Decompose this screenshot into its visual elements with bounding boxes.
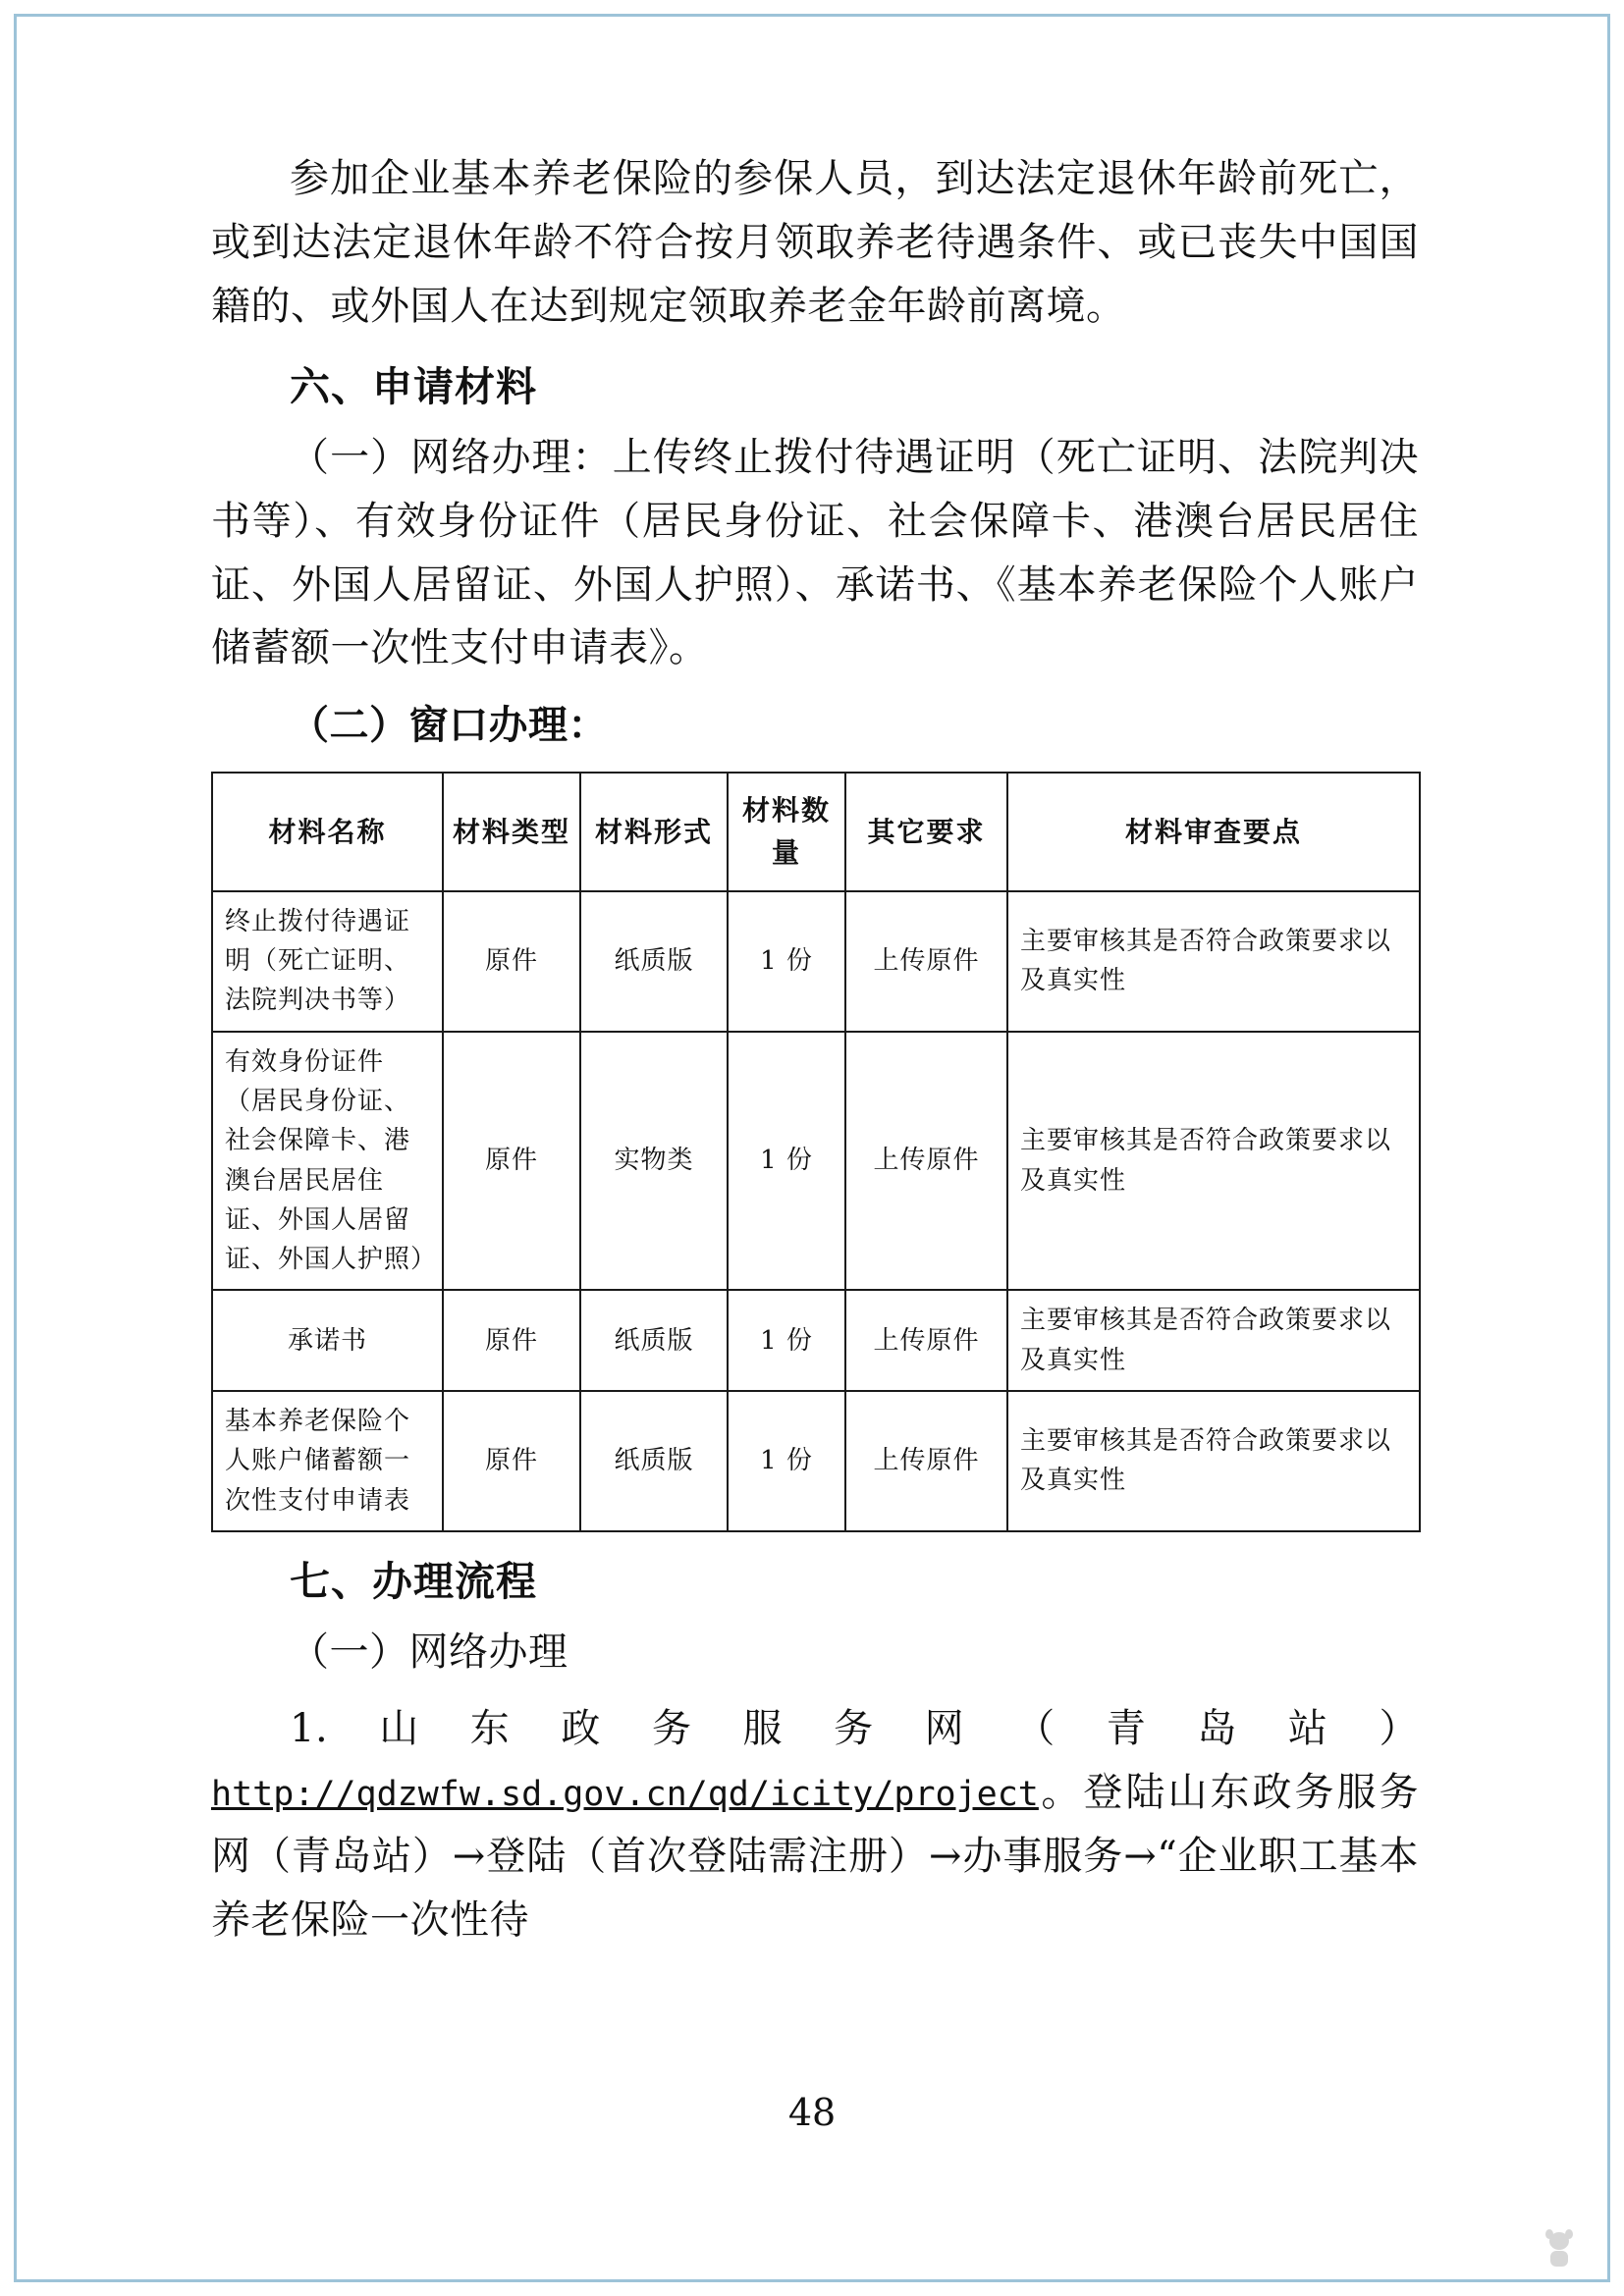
cell-material-form: 纸质版 <box>580 1290 728 1391</box>
table-row <box>212 1032 1420 1291</box>
table-header-row <box>212 773 1420 891</box>
window-handling-label: （二）窗口办理： <box>290 702 608 749</box>
online-handling-paragraph: （一）网络办理：上传终止拨付待遇证明（死亡证明、法院判决书等）、有效身份证件（居民身份证、社会保障卡、港澳台居民居住证、外国人居留证、外国人护照）、承诺书、《基本养老保险个人账户储蓄额一次性支付申请表》。 <box>211 434 1419 671</box>
cell-material-type: 原件 <box>443 1290 580 1391</box>
cell-material-type: 原件 <box>443 1032 580 1291</box>
cell-material-name: 基本养老保险个人账户储蓄额一次性支付申请表 <box>212 1391 443 1531</box>
section-heading-6: 六、申请材料 <box>290 363 537 411</box>
section-heading-7: 七、办理流程 <box>290 1557 537 1605</box>
cell-material-type: 原件 <box>443 891 580 1032</box>
cell-material-quantity: 1 份 <box>728 1032 845 1291</box>
cell-review-points: 主要审核其是否符合政策要求以及真实性 <box>1007 1290 1420 1391</box>
cell-other-requirements: 上传原件 <box>845 1391 1007 1531</box>
table-row <box>212 891 1420 1032</box>
footer-decorative-icon <box>1540 2225 1579 2270</box>
page-content <box>211 147 1419 1951</box>
materials-table <box>211 772 1421 1532</box>
table-header-material-name: 材料名称 <box>212 773 443 891</box>
cell-review-points: 主要审核其是否符合政策要求以及真实性 <box>1007 891 1420 1032</box>
intro-paragraph: 参加企业基本养老保险的参保人员，到达法定退休年龄前死亡，或到达法定退休年龄不符合按月领取养老待遇条件、或已丧失中国国籍的、或外国人在达到规定领取养老金年龄前离境。 <box>211 156 1419 329</box>
cell-other-requirements: 上传原件 <box>845 1290 1007 1391</box>
cell-material-form: 纸质版 <box>580 891 728 1032</box>
cell-review-points: 主要审核其是否符合政策要求以及真实性 <box>1007 1032 1420 1291</box>
cell-material-quantity: 1 份 <box>728 891 845 1032</box>
table-header-other-requirements: 其它要求 <box>845 773 1007 891</box>
cell-other-requirements: 上传原件 <box>845 891 1007 1032</box>
cell-material-quantity: 1 份 <box>728 1391 845 1531</box>
flow-item-1-text-pre: 1.山东政务服务网（青岛站） <box>290 1706 1419 1752</box>
cell-material-form: 纸质版 <box>580 1391 728 1531</box>
cell-other-requirements: 上传原件 <box>845 1032 1007 1291</box>
table-header-material-form: 材料形式 <box>580 773 728 891</box>
cell-material-name: 有效身份证件（居民身份证、社会保障卡、港澳台居民居住证、外国人居留证、外国人护照） <box>212 1032 443 1291</box>
cell-material-name: 终止拨付待遇证明（死亡证明、法院判决书等） <box>212 891 443 1032</box>
cell-review-points: 主要审核其是否符合政策要求以及真实性 <box>1007 1391 1420 1531</box>
table-header-material-type: 材料类型 <box>443 773 580 891</box>
flow-item-1 <box>211 1697 1419 1951</box>
table-header-material-quantity: 材料数量 <box>728 773 845 891</box>
table-header-review-points: 材料审查要点 <box>1007 773 1420 891</box>
cell-material-quantity: 1 份 <box>728 1290 845 1391</box>
gov-service-url-link[interactable]: http://qdzwfw.sd.gov.cn/qd/icity/project <box>211 1775 1039 1815</box>
cell-material-type: 原件 <box>443 1391 580 1531</box>
cell-material-name: 承诺书 <box>212 1290 443 1391</box>
table-row <box>212 1391 1420 1531</box>
section7-sub1: （一）网络办理 <box>290 1629 568 1675</box>
flow-item-1-text-post: 。登陆山东政务服务网（青岛站）→登陆（首次登陆需注册）→办事服务→“企业职工基本养老保险一次性待 <box>211 1770 1419 1943</box>
page-number: 48 <box>787 2091 837 2134</box>
table-row <box>212 1290 1420 1391</box>
cell-material-form: 实物类 <box>580 1032 728 1291</box>
